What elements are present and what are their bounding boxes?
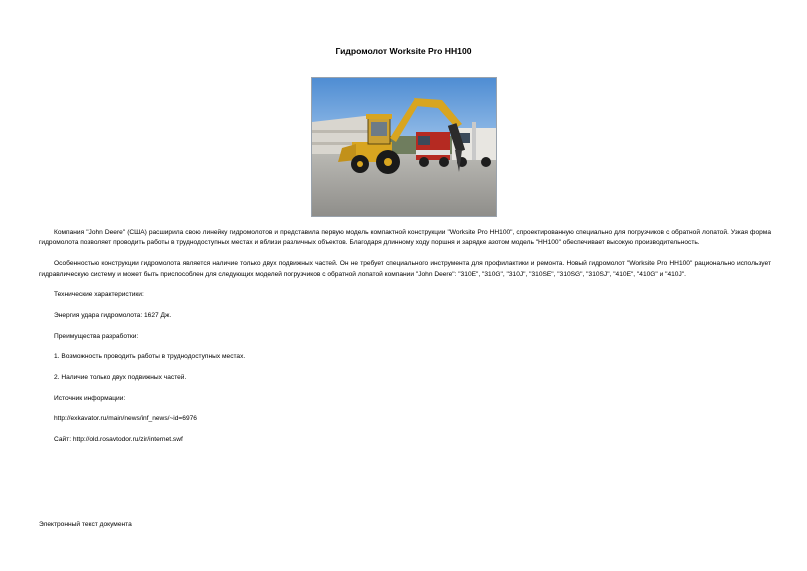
page-title: Гидромолот Worksite Pro HH100 — [335, 46, 472, 56]
site-line: Сайт: http://old.rosavtodor.ru/zir/internet.swf — [54, 436, 183, 444]
advantages-heading: Преимущества разработки: — [54, 332, 139, 340]
specs-energy: Энергия удара гидромолота: 1627 Дж. — [54, 311, 172, 319]
advantage-item: 2. Наличие только двух подвижных частей. — [54, 374, 187, 382]
design-paragraph: Особенностью конструкции гидромолота является наличие только двух подвижных частей. Он не требует специального инструмента для профилактики и ремонта. Новый гидромолот "Worksite Pro HH100" рационально использует гидравлическую систему и может быть приспособлен для следующих моделей погрузчиков с обратной лопатой компании "John Deere": "310E", "310G", "310J", "310SE", "310SG", "310SJ", "410E", "410G" и "410J". — [39, 260, 771, 278]
source-heading: Источник информации: — [54, 394, 126, 402]
specs-heading: Технические характеристики: — [54, 291, 144, 299]
backhoe-with-hydraulic-breaker-photo — [312, 78, 496, 216]
footer-text: Электронный текст документа — [39, 521, 132, 528]
backhoe-photo — [311, 77, 497, 217]
document-body — [39, 228, 771, 456]
intro-paragraph: Компания "John Deere" (США) расширила свою линейку гидромолотов и представила первую модель компактной конструкции "Worksite Pro HH100", спроектированную специально для погрузчиков с обратной лопатой. Узкая форма гидромолота позволяет проводить работы в труднодоступных местах и вблизи различных объектов. Благодаря длинному ходу поршня и зарядке азотом модель "HH100" обеспечивает высокую производительность. — [39, 229, 771, 247]
advantage-item: 1. Возможность проводить работы в труднодоступных местах. — [54, 353, 246, 361]
source-url: http://exkavator.ru/main/news/inf_news/~id=6976 — [54, 415, 197, 423]
